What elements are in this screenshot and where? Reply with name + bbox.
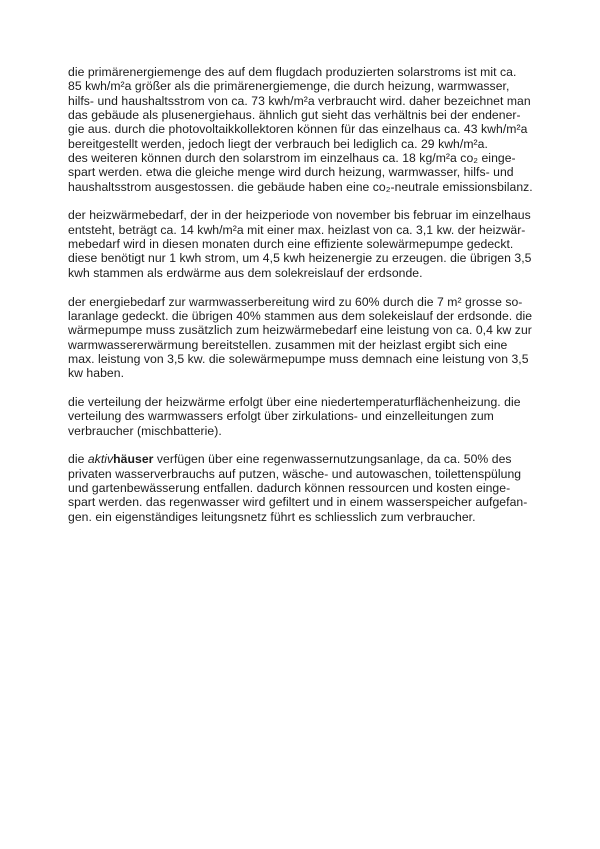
text-line <box>68 151 568 165</box>
text-line <box>68 65 568 79</box>
body-text: privaten wasserverbrauchs auf putzen, wäsche- und autowaschen, toilettenspülung <box>68 466 522 481</box>
text-line <box>68 323 568 337</box>
body-text: spart werden. das regenwasser wird gefiltert und in einem wasserspeicher aufgefan- <box>68 495 528 510</box>
body-text: 85 kwh/m²a größer als die primärenergiemenge, die durch heizung, warmwasser, <box>68 79 510 94</box>
body-text: mebedarf wird in diesen monaten durch eine effiziente solewärmepumpe gedeckt. <box>68 237 514 252</box>
body-text: der energiebedarf zur warmwasserbereitung wird zu 60% durch die 7 m² grosse so- <box>68 294 523 309</box>
text-line <box>68 495 568 509</box>
body-text: warmwassererwärmung bereitstellen. zusammen mit der heizlast ergibt sich eine <box>68 337 508 352</box>
body-text: wärmepumpe muss zusätzlich zum heizwärmebedarf eine leistung von ca. 0,4 kw zur <box>68 323 532 338</box>
text-line <box>68 510 568 524</box>
text-line <box>68 165 568 179</box>
text-line <box>68 366 568 380</box>
body-text: laranlage gedeckt. die übrigen 40% stammen aus dem solekeislauf der erdsonde. die <box>68 308 533 323</box>
body-text: die verteilung der heizwärme erfolgt über eine niedertemperaturflächenheizung. die <box>68 394 521 409</box>
text-line <box>68 467 568 481</box>
text-line <box>68 108 568 122</box>
body-text: des weiteren können durch den solarstrom im einzelhaus ca. 18 kg/m²a co₂ einge- <box>68 151 516 166</box>
text-line <box>68 223 568 237</box>
body-text: das gebäude als plusenergiehaus. ähnlich gut sieht das verhältnis bei der endener- <box>68 108 521 123</box>
text-line <box>68 295 568 309</box>
body-text: die primärenergiemenge des auf dem flugdach produzierten solarstroms ist mit ca. <box>68 65 517 79</box>
text-line <box>68 409 568 423</box>
body-text: max. leistung von 3,5 kw. die solewärmepumpe muss demnach eine leistung von 3,5 <box>68 351 529 366</box>
text-line <box>68 79 568 93</box>
text-line <box>68 481 568 495</box>
text-line <box>68 338 568 352</box>
text-line <box>68 94 568 108</box>
body-text: spart werden. etwa die gleiche menge wird durch heizung, warmwasser, hilfs- und <box>68 165 514 180</box>
text-line <box>68 395 568 409</box>
bold-text: häuser <box>113 452 154 467</box>
body-text: hilfs- und haushaltsstrom von ca. 73 kwh/m²a verbraucht wird. daher bezeichnet man <box>68 93 531 108</box>
body-text: gen. ein eigenständiges leitungsnetz führt es schliesslich zum verbraucher. <box>68 509 476 524</box>
paragraph-heating-demand <box>68 208 568 280</box>
body-text: haushaltsstrom ausgestossen. die gebäude haben eine co₂-neutrale emissionsbilanz. <box>68 179 533 194</box>
document-body <box>68 65 568 538</box>
paragraph-hot-water-energy <box>68 295 568 381</box>
text-line <box>68 352 568 366</box>
text-line <box>68 208 568 222</box>
text-line <box>68 452 568 466</box>
body-text: die <box>68 452 88 467</box>
text-line <box>68 137 568 151</box>
body-text: entsteht, beträgt ca. 14 kwh/m²a mit einer max. heizlast von ca. 3,1 kw. der heizwär- <box>68 222 526 237</box>
text-line <box>68 424 568 438</box>
paragraph-heat-distribution <box>68 395 568 438</box>
text-line <box>68 309 568 323</box>
body-text: diese benötigt nur 1 kwh strom, um 4,5 kwh heizenergie zu erzeugen. die übrigen 3,5 <box>68 251 532 266</box>
text-line <box>68 180 568 194</box>
body-text: verteilung des warmwassers erfolgt über zirkulations- und einzelleitungen zum <box>68 409 494 424</box>
body-text: der heizwärmebedarf, der in der heizperiode von november bis februar im einzelhaus <box>68 208 531 223</box>
text-line <box>68 122 568 136</box>
text-line <box>68 266 568 280</box>
paragraph-primary-energy-balance <box>68 65 568 194</box>
text-line <box>68 237 568 251</box>
body-text: bereitgestellt werden, jedoch liegt der verbrauch bei lediglich ca. 29 kwh/m²a. <box>68 136 488 151</box>
body-text: verfügen über eine regenwassernutzungsanlage, da ca. 50% des <box>153 452 512 467</box>
body-text: kwh stammen als erdwärme aus dem solekreislauf der erdsonde. <box>68 265 423 280</box>
body-text: und gartenbewässerung entfallen. dadurch können ressourcen und kosten einge- <box>68 480 511 495</box>
body-text: kw haben. <box>68 366 125 381</box>
text-line <box>68 251 568 265</box>
paragraph-rainwater-usage <box>68 452 568 524</box>
body-text: gie aus. durch die photovoltaikkollektoren können für das einzelhaus ca. 43 kwh/m²a <box>68 122 528 137</box>
emphasis-text: aktiv <box>87 452 114 467</box>
body-text: verbraucher (mischbatterie). <box>68 423 222 438</box>
